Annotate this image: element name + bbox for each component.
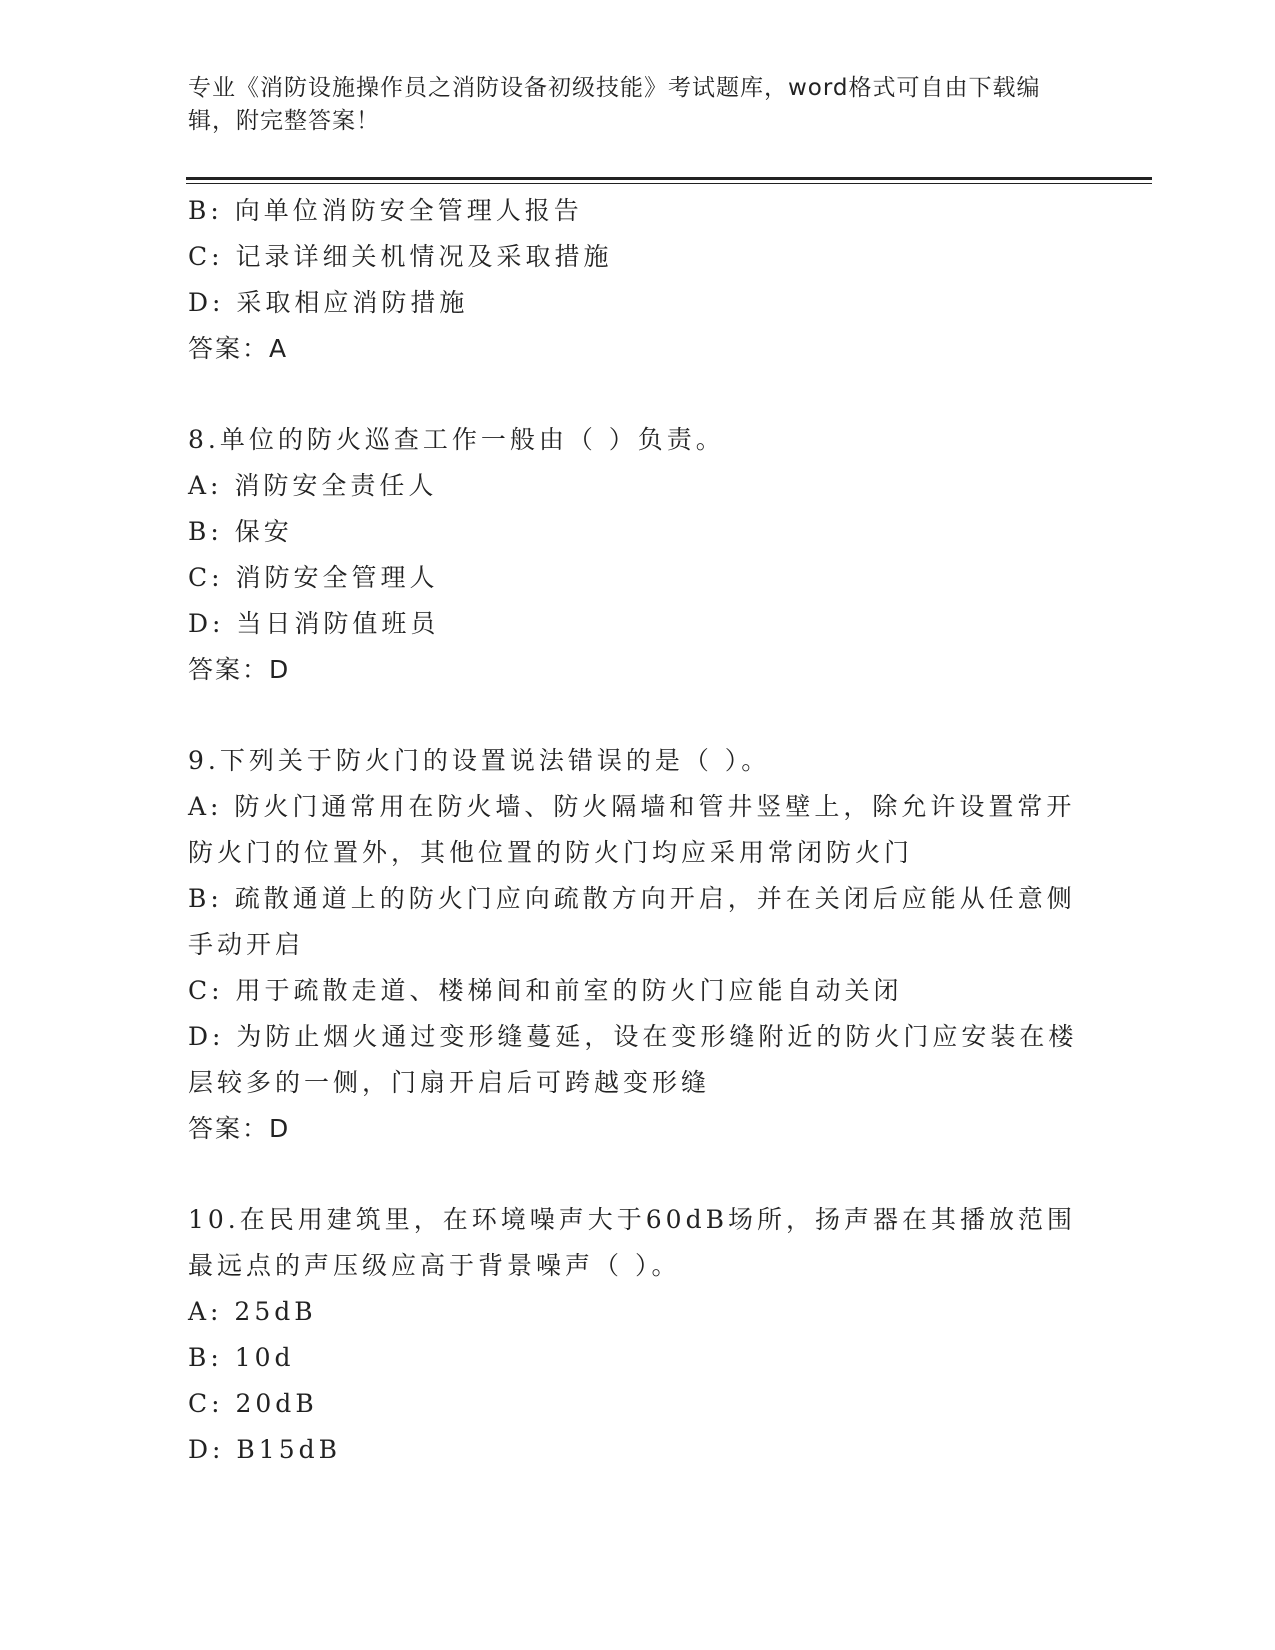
- question-text: 8.单位的防火巡查工作一般由（ ）负责。: [188, 425, 725, 454]
- option-a: A: 防火门通常用在防火墙、防火隔墙和管井竖壁上，除允许设置常开防火门的位置外，其他位置的防火门均应采用常闭防火门: [188, 792, 1076, 867]
- option-c: C: 20dB: [188, 1389, 318, 1418]
- option-a: A: 25dB: [188, 1297, 317, 1326]
- question-list: [188, 188, 1088, 1473]
- question-block-9: [188, 738, 1088, 1152]
- question-block-10: [188, 1197, 1088, 1473]
- option-c: C: 消防安全管理人: [188, 563, 439, 592]
- option-d: D: 为防止烟火通过变形缝蔓延，设在变形缝附近的防火门应安装在楼层较多的一侧，门扇开启后可跨越变形缝: [188, 1022, 1078, 1097]
- header-rule-thin: [186, 183, 1152, 184]
- question-text: 10.在民用建筑里，在环境噪声大于60dB场所，扬声器在其播放范围最远点的声压级应高于背景噪声（ ）。: [188, 1205, 1076, 1280]
- question-block-8: [188, 417, 1088, 693]
- question-block-prev: [188, 188, 1088, 372]
- question-text: 9.下列关于防火门的设置说法错误的是（ ）。: [188, 746, 771, 775]
- option-d: D: B15dB: [188, 1435, 341, 1464]
- document-header: 专业《消防设施操作员之消防设备初级技能》考试题库，word格式可自由下载编辑，附完整答案！: [188, 75, 1041, 134]
- option-d: D: 采取相应消防措施: [188, 288, 469, 317]
- option-c: C: 记录详细关机情况及采取措施: [188, 242, 613, 271]
- answer-label: 答案：D: [188, 655, 291, 684]
- option-b: B: 10d: [188, 1343, 295, 1372]
- option-b: B: 向单位消防安全管理人报告: [188, 196, 583, 225]
- option-c: C: 用于疏散走道、楼梯间和前室的防火门应能自动关闭: [188, 976, 903, 1005]
- header-rule-thick: [186, 177, 1152, 180]
- option-a: A: 消防安全责任人: [188, 471, 438, 500]
- answer-label: 答案：A: [188, 334, 289, 363]
- option-b: B: 保安: [188, 517, 293, 546]
- option-d: D: 当日消防值班员: [188, 609, 440, 638]
- option-b: B: 疏散通道上的防火门应向疏散方向开启，并在关闭后应能从任意侧手动开启: [188, 884, 1076, 959]
- answer-label: 答案：D: [188, 1114, 291, 1143]
